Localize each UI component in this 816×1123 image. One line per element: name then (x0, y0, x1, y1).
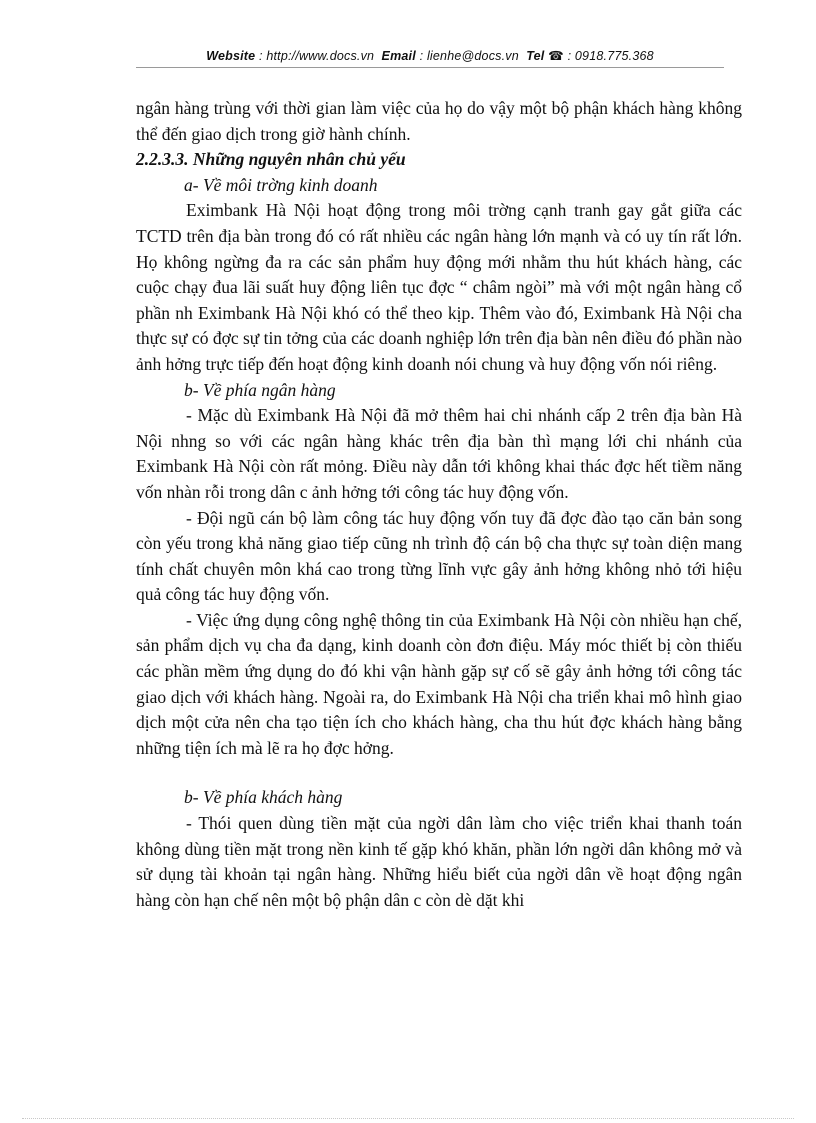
document-body (136, 96, 742, 913)
paragraph-environment: Eximbank Hà Nội hoạt động trong môi trờng cạnh tranh gay gắt giữa các TCTD trên địa bàn trong đó có rất nhiều các ngân hàng lớn mạnh và có uy tín rất lớn. Họ không ngừng đa ra các sản phẩm huy động mới nhằm thu hút khách hàng, các cuộc chạy đua lãi suất huy động liên tục đợc “ châm ngòi” mà với một ngân hàng cổ phần nh Eximbank Hà Nội khó có thể theo kịp. Thêm vào đó, Eximbank Hà Nội cha thực sự có đợc sự tin tởng của các doanh nghiệp lớn trên địa bàn nên điều đó phần nào ảnh hởng trực tiếp đến hoạt động kinh doanh nói chung và huy động vốn nói riêng. (136, 200, 742, 374)
website-value: : http://www.docs.vn (259, 49, 375, 63)
subheading-customer-side: b- Về phía khách hàng (184, 787, 343, 808)
paragraph-staff: - Đội ngũ cán bộ làm công tác huy động vốn tuy đã đợc đào tạo căn bản song còn yếu trong khả năng giao tiếp cũng nh trình độ cán bộ cha thực sự toàn diện mang tính chất chuyên môn khá cao trong từng lĩnh vực gây ảnh hởng không nhỏ tới hiệu quả công tác huy động vốn. (136, 507, 742, 605)
tel-label: Tel ☎ (526, 49, 564, 63)
website-label: Website (206, 49, 256, 63)
tel-value: : 0918.775.368 (567, 49, 654, 63)
footer-divider (22, 1118, 794, 1119)
paragraph-branch-network: - Mặc dù Eximbank Hà Nội đã mở thêm hai chi nhánh cấp 2 trên địa bàn Hà Nội nhng so với các ngân hàng khác trên địa bàn thì mạng lới chi nhánh của Eximbank Hà Nội còn rất mỏng. Điều này dẫn tới không khai thác đợc hết tiềm năng vốn nhàn rỗi trong dân c ảnh hởng tới công tác huy động vốn. (136, 405, 742, 502)
email-label: Email (381, 49, 416, 63)
paragraph-continuation: ngân hàng trùng với thời gian làm việc của họ do vậy một bộ phận khách hàng không thể đến giao dịch trong giờ hành chính. (136, 98, 742, 144)
page-header (136, 48, 724, 63)
section-heading: 2.2.3.3. Những nguyên nhân chủ yếu (136, 149, 406, 170)
paragraph-cash-habits: - Thói quen dùng tiền mặt của ngời dân làm cho việc triển khai thanh toán không dùng tiền mặt trong nền kinh tế gặp khó khăn, phần lớn ngời dân không mở và sử dụng tài khoản tại ngân hàng. Những hiểu biết của ngời dân về hoạt động ngân hàng còn hạn chế nên một bộ phận dân c còn dè dặt khi (136, 813, 742, 910)
subheading-business-environment: a- Về môi trờng kinh doanh (184, 174, 378, 195)
email-value: : lienhe@docs.vn (419, 49, 519, 63)
paragraph-technology: - Việc ứng dụng công nghệ thông tin của Eximbank Hà Nội còn nhiều hạn chế, sản phẩm dịch vụ cha đa dạng, kinh doanh còn đơn điệu. Máy móc thiết bị còn thiếu các phần mềm ứng dụng do đó khi vận hành gặp sự cố sẽ gây ảnh hởng tới công tác giao dịch với khách hàng. Ngoài ra, do Eximbank Hà Nội cha triển khai mô hình giao dịch một cửa nên cha tạo tiện ích cho khách hàng, cha thu hút đợc khách hàng bằng những tiện ích mà lẽ ra họ đợc hởng. (136, 609, 742, 758)
subheading-bank-side: b- Về phía ngân hàng (184, 379, 336, 400)
header-divider (136, 67, 724, 68)
